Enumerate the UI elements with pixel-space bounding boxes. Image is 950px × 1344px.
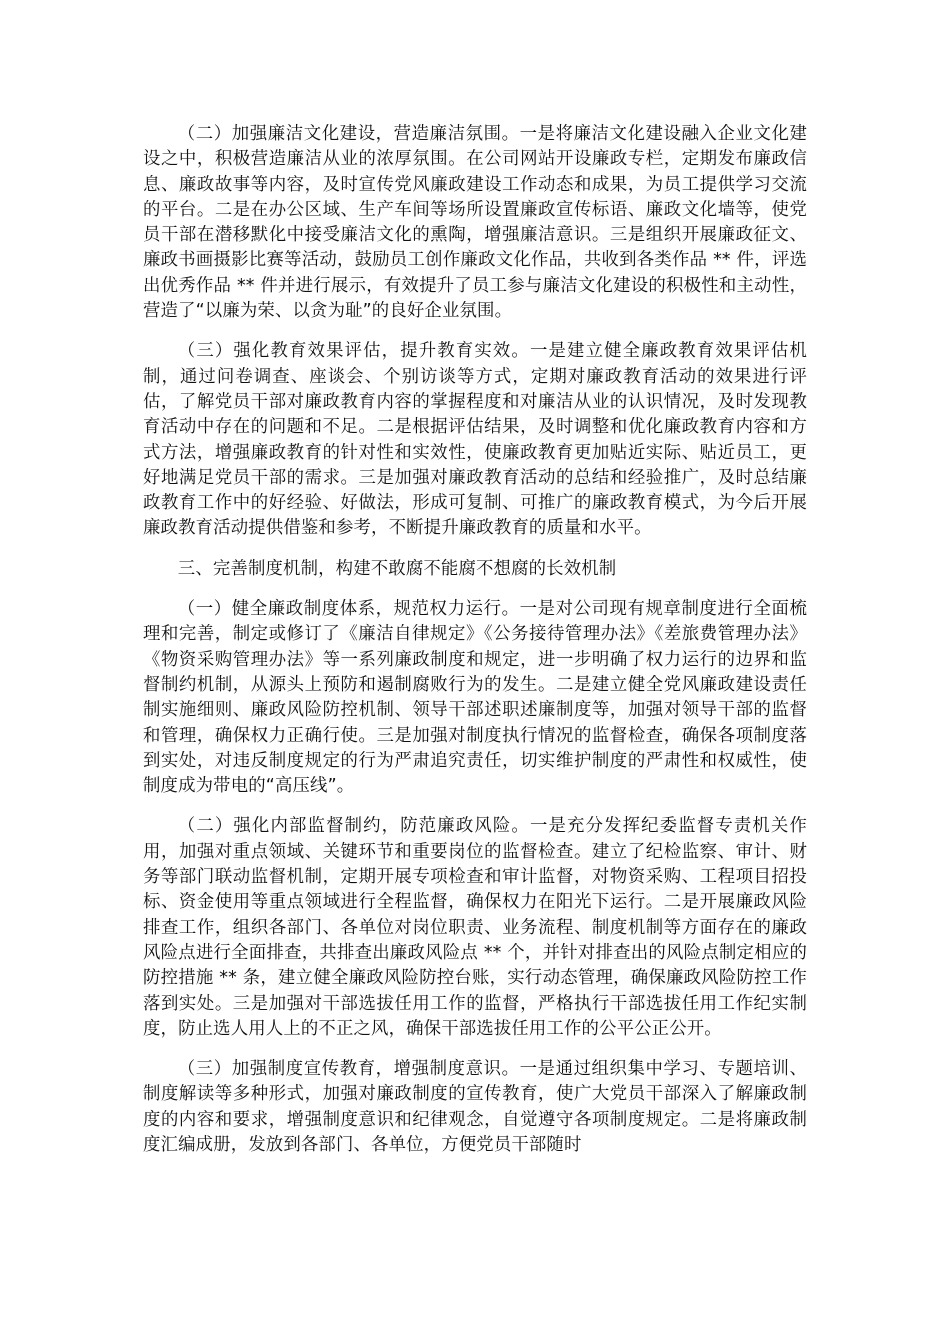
paragraph-integrity-system: （一）健全廉政制度体系，规范权力运行。一是对公司现有规章制度进行全面梳理和完善，制定或修订了《廉洁自律规定》《公务接待管理办法》《差旅费管理办法》《物资采购管理办法》等一系列廉政制度和规定，进一步明确了权力运行的边界和监督制约机制，从源头上预防和遏制腐败行为的发生。二是建立健全党风廉政建设责任制实施细则、廉政风险防控机制、领导干部述职述廉制度等，加强对领导干部的监督和管理，确保权力正确行使。三是加强对制度执行情况的监督检查，确保各项制度落到实处，对违反制度规定的行为严肃追究责任，切实维护制度的严肃性和权威性，使制度成为带电的“高压线”。 [143,599,807,797]
section-heading-institutional-mechanism: 三、完善制度机制，构建不敢腐不能腐不想腐的长效机制 [177,558,617,579]
paragraph-internal-supervision: （二）强化内部监督制约，防范廉政风险。一是充分发挥纪委监督专责机关作用，加强对重点领域、关键环节和重要岗位的监督检查。建立了纪检监察、审计、财务等部门联动监督机制，定期开展专项检查和审计监督，对物资采购、工程项目招投标、资金使用等重点领域进行全程监督，确保权力在阳光下运行。二是开展廉政风险排查工作，组织各部门、各单位对岗位职责、业务流程、制度机制等方面存在的廉政风险点进行全面排查，共排查出廉政风险点 ** 个，并针对排查出的风险点制定相应的防控措施 ** 条，建立健全廉政风险防控台账，实行动态管理，确保廉政风险防控工作落到实处。三是加强对干部选拔任用工作的监督，严格执行干部选拔任用工作纪实制度，防止选人用人上的不正之风，确保干部选拔任用工作的公平公正公开。 [143,816,807,1039]
paragraph-culture-building: （二）加强廉洁文化建设，营造廉洁氛围。一是将廉洁文化建设融入企业文化建设之中，积极营造廉洁从业的浓厚氛围。在公司网站开设廉政专栏，定期发布廉政信息、廉政故事等内容，及时宣传党风廉政建设工作动态和成果，为员工提供学习交流的平台。二是在办公区域、生产车间等场所设置廉政宣传标语、廉政文化墙等，使党员干部在潜移默化中接受廉洁文化的熏陶，增强廉洁意识。三是组织开展廉政征文、廉政书画摄影比赛等活动，鼓励员工创作廉政文化作品，共收到各类作品 ** 件，评选出优秀作品 ** 件并进行展示，有效提升了员工参与廉洁文化建设的积极性和主动性，营造了“以廉为荣、以贪为耻”的良好企业氛围。 [143,124,807,322]
paragraph-system-publicity: （三）加强制度宣传教育，增强制度意识。一是通过组织集中学习、专题培训、制度解读等多种形式，加强对廉政制度的宣传教育，使广大党员干部深入了解廉政制度的内容和要求，增强制度意识和纪律观念，自觉遵守各项制度规定。二是将廉政制度汇编成册，发放到各部门、各单位，方便党员干部随时 [143,1059,807,1155]
document-body [143,122,807,1173]
paragraph-education-evaluation: （三）强化教育效果评估，提升教育实效。一是建立健全廉政教育效果评估机制，通过问卷调查、座谈会、个别访谈等方式，定期对廉政教育活动的效果进行评估，了解党员干部对廉政教育内容的掌握程度和对廉洁从业的认识情况，及时发现教育活动中存在的问题和不足。二是根据评估结果，及时调整和优化廉政教育内容和方式方法，增强廉政教育的针对性和实效性，使廉政教育更加贴近实际、贴近员工，更好地满足党员干部的需求。三是加强对廉政教育活动的总结和经验推广，及时总结廉政教育工作中的好经验、好做法，形成可复制、可推广的廉政教育模式，为今后开展廉政教育活动提供借鉴和参考，不断提升廉政教育的质量和水平。 [143,341,807,539]
